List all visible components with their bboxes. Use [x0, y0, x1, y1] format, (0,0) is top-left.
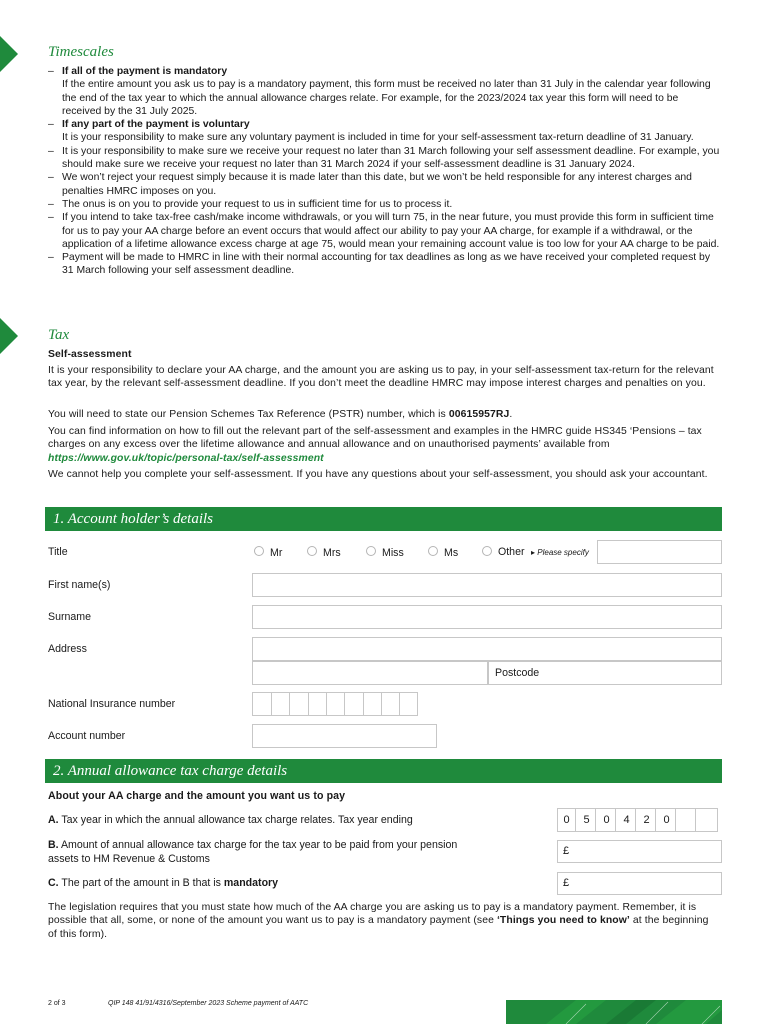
- section-2-title: 2. Annual allowance tax charge details: [53, 763, 288, 779]
- question-a-text: Tax year in which the annual allowance tax charge relates. Tax year ending: [61, 814, 413, 826]
- ni-number-input[interactable]: [252, 692, 418, 716]
- question-c-letter: C.: [48, 877, 59, 889]
- address-line-1-input[interactable]: [252, 637, 722, 661]
- timescales-list: [48, 65, 720, 278]
- pstr-paragraph: [48, 408, 720, 421]
- mandatory-heading: If all of the payment is mandatory: [62, 66, 228, 77]
- timescales-title: Timescales: [48, 44, 114, 60]
- radio-ms[interactable]: [428, 546, 438, 556]
- question-c-bold: mandatory: [223, 877, 279, 889]
- account-number-input[interactable]: [252, 724, 437, 748]
- voluntary-heading: If any part of the payment is voluntary: [62, 119, 250, 131]
- postcode-label: Postcode: [495, 667, 540, 679]
- legislation-suffix: at the beginning of this form).: [48, 915, 709, 940]
- digit-cell: 0: [658, 809, 676, 831]
- question-a: [48, 814, 413, 826]
- charge-amount-input[interactable]: [557, 840, 722, 863]
- surname-input[interactable]: [252, 605, 722, 629]
- digit-cell: [678, 809, 696, 831]
- question-b-text: Amount of annual allowance tax charge for the tax year to be paid from your pension assets to HM Revenue & Customs: [48, 839, 458, 865]
- radio-label-miss: Miss: [382, 547, 404, 559]
- digit-cell: 5: [578, 809, 596, 831]
- first-names-label: First name(s): [48, 579, 111, 591]
- tax-paragraph: It is your responsibility to declare your AA charge, and the amount you are asking us to pay, in your self-assessment tax-return for the relevant tax year, by the relevant self-assessment deadline. If you don’t meet the deadline HMRC may impose interest charges and penalties on you.: [48, 365, 714, 390]
- radio-mrs[interactable]: [307, 546, 317, 556]
- digit-cell: 0: [598, 809, 616, 831]
- section-1-banner: [45, 507, 722, 531]
- digit-cell: [698, 809, 716, 831]
- account-number-label: Account number: [48, 730, 126, 742]
- question-b: [48, 839, 488, 866]
- list-item: – Payment will be made to HMRC in line with their normal accounting for tax deadlines as long as we have received your completed request by 31 March following your self assessment deadline.: [48, 251, 720, 278]
- question-c: [48, 877, 278, 889]
- radio-other[interactable]: [482, 546, 492, 556]
- question-b-letter: B.: [48, 839, 59, 851]
- mandatory-text: If the entire amount you ask us to pay is a mandatory payment, this form must be received no later than 31 July in the calendar year following the end of the tax year to which the annual allowance charges relate. For example, for the 2023/2024 tax year this form will need to be received by the 31 July 2025.: [62, 79, 711, 117]
- list-item: [48, 118, 720, 145]
- radio-miss[interactable]: [366, 546, 376, 556]
- question-a-letter: A.: [48, 814, 59, 826]
- ni-number-label: National Insurance number: [48, 698, 176, 710]
- radio-label-mr: Mr: [270, 547, 283, 559]
- pound-sign: £: [563, 877, 570, 889]
- brand-pattern-bar: [506, 1000, 722, 1024]
- list-item: – It is your responsibility to make sure we receive your request no later than 31 March following your self assessment deadline. For example, you should make sure we receive your request no later than 31 March 2024 if your self-assessment deadline is 31 January 2024.: [48, 145, 720, 172]
- list-item: [48, 65, 720, 118]
- pstr-suffix: .: [509, 409, 513, 420]
- please-specify-text: Please specify: [537, 548, 589, 557]
- tax-title: Tax: [48, 327, 70, 343]
- legislation-bold: ‘Things you need to know’: [496, 915, 630, 927]
- pstr-text: You will need to state our Pension Schemes Tax Reference (PSTR) number, which is: [48, 409, 449, 420]
- mandatory-amount-input[interactable]: [557, 872, 722, 895]
- list-item: – If you intend to take tax-free cash/make income withdrawals, or you will turn 75, in the near future, you must provide this form in sufficient time for us to pay your AA charge before an event occurs that would affect our ability to pay your AA charge, for example if a withdrawal, or the application of a lifetime allowance excess charge at age 75, would mean your remaining account value is too low for your AA charge to be paid.: [48, 211, 720, 251]
- pound-sign: £: [563, 845, 570, 857]
- form-reference: QIP 148 41/91/4316/September 2023 Scheme payment of AATC: [108, 1000, 309, 1007]
- first-names-input[interactable]: [252, 573, 722, 597]
- radio-label-ms: Ms: [444, 547, 459, 559]
- address-label: Address: [48, 643, 87, 655]
- postcode-field[interactable]: [488, 661, 722, 685]
- tax-year-input[interactable]: [557, 808, 718, 832]
- please-specify-hint: [531, 548, 589, 557]
- section-2-banner: [45, 759, 722, 783]
- list-item: – The onus is on you to provide your request to us in sufficient time for us to process it.: [48, 198, 720, 211]
- legislation-text: The legislation requires that you must state how much of the AA charge you are asking us to pay is a mandatory payment. Remember, it is possible that all, some, or none of the amount you want us to pay is a mandatory payment (see: [48, 902, 697, 927]
- triangle-right-icon: ▸: [531, 548, 536, 557]
- section-arrow-icon: [0, 36, 18, 72]
- pstr-number: 00615957RJ: [448, 409, 510, 420]
- section-1-title: 1. Account holder’s details: [53, 511, 213, 527]
- radio-label-other: Other: [498, 546, 525, 558]
- section-arrow-icon: [0, 318, 18, 354]
- brand-pattern-graphic: [506, 1000, 722, 1024]
- digit-cell: 4: [618, 809, 636, 831]
- hmrc-guide-paragraph: [48, 425, 720, 465]
- accountant-paragraph: We cannot help you complete your self-assessment. If you have any questions about your self-assessment, you should ask your accountant.: [48, 469, 708, 480]
- legislation-paragraph: [48, 901, 720, 941]
- page-number: 2 of 3: [48, 1000, 66, 1007]
- list-item: – We won’t reject your request simply because it is made later than this date, but we won’t be held responsible for any interest charges and penalties HMRC imposes on you.: [48, 171, 720, 198]
- gov-uk-link[interactable]: https://www.gov.uk/topic/personal-tax/self-assessment: [48, 452, 324, 464]
- guide-text: You can find information on how to fill out the relevant part of the self-assessment and examples in the HMRC guide HS345 ‘Pensions – tax charges on any excess over the lifetime allowance and annual allowance and on unauthorised payments’ available from: [48, 426, 702, 451]
- address-line-2-input[interactable]: [252, 661, 488, 685]
- question-c-text: The part of the amount in B that is: [61, 877, 224, 889]
- digit-cell: 0: [558, 809, 576, 831]
- aa-charge-subheading: About your AA charge and the amount you want us to pay: [48, 790, 346, 802]
- other-title-input[interactable]: [597, 540, 722, 564]
- radio-mr[interactable]: [254, 546, 264, 556]
- voluntary-text: It is your responsibility to make sure any voluntary payment is included in time for your self-assessment tax-return deadline of 31 January.: [62, 132, 694, 144]
- radio-label-mrs: Mrs: [323, 547, 341, 559]
- surname-label: Surname: [48, 611, 91, 623]
- self-assessment-heading: Self-assessment: [48, 349, 132, 360]
- digit-cell: 2: [638, 809, 656, 831]
- title-label: Title: [48, 546, 68, 558]
